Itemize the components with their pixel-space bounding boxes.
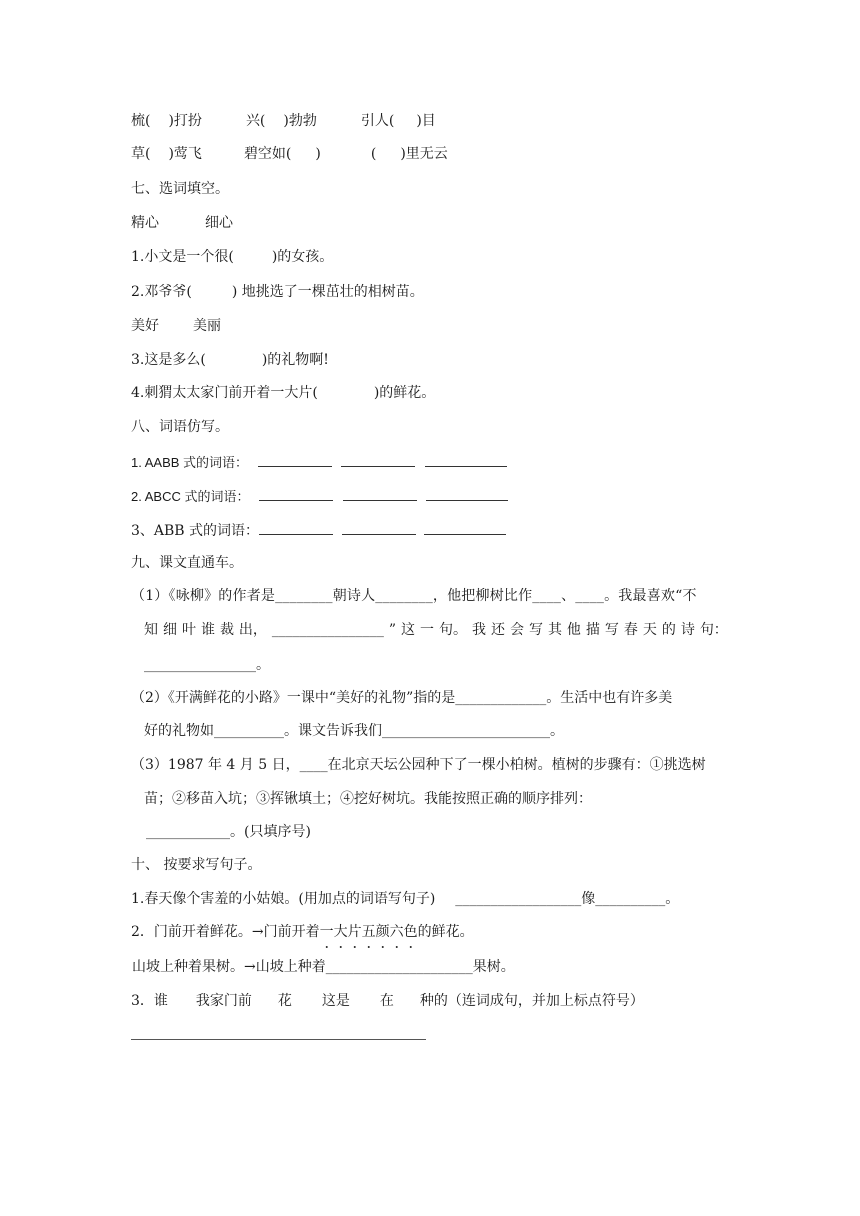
question-7-4-start: 4.刺猬太太家门前开着一大片(: [131, 385, 318, 401]
emphasized-char: [390, 924, 404, 940]
answer-blank[interactable]: [426, 486, 508, 501]
emphasized-char: [348, 924, 362, 940]
paragraph-token: 的: [661, 622, 676, 638]
emphasized-char-text: 五: [361, 924, 376, 940]
emphasis-dot: [395, 946, 398, 949]
paragraph-9-3-line-1: （3）1987 年 4 月 5 日，____在北京天坛公园种下了一棵小柏树。植树的步骤有：①挑选树: [131, 757, 706, 773]
question-7-1-end: )的女孩。: [271, 249, 334, 265]
question-8-1: [131, 452, 507, 473]
answer-blank[interactable]: [259, 486, 333, 501]
word-token: 花: [277, 993, 292, 1009]
word-token: 种的（连词成句，并加上标点符号）: [419, 993, 644, 1009]
question-10-2-end: 的鲜花。: [417, 924, 474, 940]
answer-blank[interactable]: [342, 520, 416, 535]
question-10-1-answer-template: __________________像__________。: [455, 891, 680, 907]
question-7-4: [131, 383, 435, 403]
question-8-1-label: 1. AABB 式的词语：: [131, 455, 249, 470]
emphasized-char: [362, 924, 376, 940]
paragraph-token: 细: [162, 622, 177, 638]
idiom-1b: )打扮: [168, 113, 202, 129]
paragraph-token: 句。: [439, 622, 468, 638]
word-token: 3．谁: [131, 993, 168, 1009]
question-10-2: [131, 922, 474, 942]
paragraph-token: 一: [420, 622, 435, 638]
paragraph-token: 天: [642, 622, 657, 638]
paragraph-9-1-line-3: ________________。: [144, 657, 270, 673]
paragraph-token: 写: [604, 622, 619, 638]
question-8-2: [131, 486, 508, 507]
idiom-3a: 引人(: [360, 113, 395, 129]
idiom-6a: (: [370, 146, 377, 162]
word-choice-2: 细心: [205, 215, 233, 231]
paragraph-token: 这: [401, 622, 416, 638]
question-7-3-start: 3.这是多么(: [131, 352, 206, 368]
paragraph-token: 会: [509, 622, 524, 638]
answer-line[interactable]: [131, 1039, 426, 1040]
question-10-1-prompt: 1.春天像个害羞的小姑娘。(用加点的词语写句子): [131, 891, 436, 907]
paragraph-token: 出，: [238, 622, 267, 638]
section-9-title: 九、课文直通车。: [131, 555, 243, 571]
idiom-4b: )莺飞: [168, 146, 202, 162]
question-10-2-start: 2．门前开着鲜花。→门前开着: [131, 924, 320, 940]
question-8-2-label: 2. ABCC 式的词语：: [131, 489, 250, 504]
idiom-6b: )里无云: [400, 146, 448, 162]
question-8-3: [131, 520, 506, 541]
paragraph-9-1-line-2: [144, 620, 728, 640]
paragraph-token: 裁: [219, 622, 234, 638]
paragraph-token: 描: [585, 622, 600, 638]
paragraph-9-2-line-2: 好的礼物如__________。课文告诉我们________________________。: [144, 723, 564, 739]
idiom-1a: 梳(: [131, 113, 151, 129]
question-7-4-end: )的鲜花。: [373, 385, 436, 401]
answer-blank[interactable]: [258, 452, 332, 467]
paragraph-token: 知: [144, 622, 158, 638]
idiom-line-2: [131, 144, 448, 164]
idiom-line-1: [131, 111, 436, 131]
word-choice-group-2: [131, 316, 221, 336]
question-10-3: [131, 991, 644, 1011]
question-7-2-end: ) 地挑选了一棵茁壮的相树苗。: [231, 284, 424, 300]
answer-blank[interactable]: [259, 520, 333, 535]
paragraph-token: 谁: [200, 622, 215, 638]
answer-blank[interactable]: [343, 486, 417, 501]
emphasis-dot: [339, 946, 342, 949]
paragraph-token: 写: [528, 622, 543, 638]
emphasized-char-text: 颜: [375, 924, 390, 940]
emphasis-dot: [381, 946, 384, 949]
emphasized-char: [376, 924, 390, 940]
paragraph-token: 其: [547, 622, 562, 638]
idiom-4a: 草(: [131, 146, 151, 162]
emphasized-char: [320, 924, 334, 940]
question-7-2: [131, 282, 424, 302]
emphasis-dot: [409, 946, 412, 949]
emphasized-words: [320, 924, 418, 940]
word-token: 我家门前: [195, 993, 252, 1009]
question-7-3: [131, 350, 329, 370]
idiom-3b: )目: [416, 113, 436, 129]
emphasis-dot: [325, 946, 328, 949]
question-7-2-start: 2.邓爷爷(: [131, 284, 192, 300]
word-choice-group-1: [131, 213, 233, 233]
question-7-3-end: )的礼物啊!: [261, 352, 329, 368]
word-choice-4: 美丽: [193, 318, 221, 334]
question-10-1: [131, 889, 679, 909]
section-7-title: 七、选词填空。: [131, 181, 229, 197]
paragraph-token: 诗: [680, 622, 695, 638]
word-choice-1: 精心: [131, 215, 159, 231]
word-choice-3: 美好: [131, 318, 159, 334]
paragraph-token: 还: [490, 622, 505, 638]
paragraph-token: 句：: [699, 622, 728, 638]
section-10-title: 十、 按要求写句子。: [131, 857, 262, 873]
paragraph-token: ”: [388, 622, 397, 638]
paragraph-9-3-line-3: ____________。(只填序号): [146, 824, 311, 840]
paragraph-token: 我: [472, 622, 486, 638]
emphasis-dot: [367, 946, 370, 949]
emphasis-dot: [353, 946, 356, 949]
emphasized-char-text: 片: [347, 924, 362, 940]
question-10-2-sub: 山坡上种着果树。→山坡上种着_____________________果树。: [132, 959, 515, 975]
answer-blank[interactable]: [425, 452, 507, 467]
idiom-5a: 碧空如(: [243, 146, 292, 162]
emphasized-char: [404, 924, 418, 940]
paragraph-9-2-line-1: （2）《开满鲜花的小路》一课中“美好的礼物”指的是_____________。生活中也有许多美: [131, 690, 673, 706]
emphasized-char-text: 色: [403, 924, 418, 940]
word-token: 这是: [321, 993, 350, 1009]
word-token: 在: [379, 993, 394, 1009]
question-7-1-start: 1.小文是一个很(: [131, 249, 234, 265]
answer-blank[interactable]: [341, 452, 415, 467]
paragraph-token: ________________: [271, 622, 384, 638]
paragraph-9-3-line-2: 苗；②移苗入坑；③挥锹填土；④挖好树坑。我能按照正确的顺序排列：: [144, 791, 592, 807]
section-8-title: 八、词语仿写。: [131, 419, 229, 435]
idiom-2a: 兴(: [245, 113, 266, 129]
emphasized-char: [334, 924, 348, 940]
idiom-5b: ): [315, 146, 321, 162]
emphasized-char-text: 一: [319, 924, 334, 940]
idiom-2b: )勃勃: [283, 113, 317, 129]
paragraph-token: 春: [623, 622, 638, 638]
paragraph-token: 叶: [181, 622, 196, 638]
question-8-3-label: 3、ABB 式的词语：: [131, 523, 260, 539]
paragraph-token: 他: [566, 622, 581, 638]
emphasized-char-text: 六: [389, 924, 404, 940]
answer-blank[interactable]: [424, 520, 506, 535]
emphasized-char-text: 大: [333, 924, 348, 940]
question-7-1: [131, 247, 333, 267]
paragraph-9-1-line-1: （1）《咏柳》的作者是________朝诗人________，他把柳树比作____、____。我最喜欢“不: [131, 588, 697, 604]
